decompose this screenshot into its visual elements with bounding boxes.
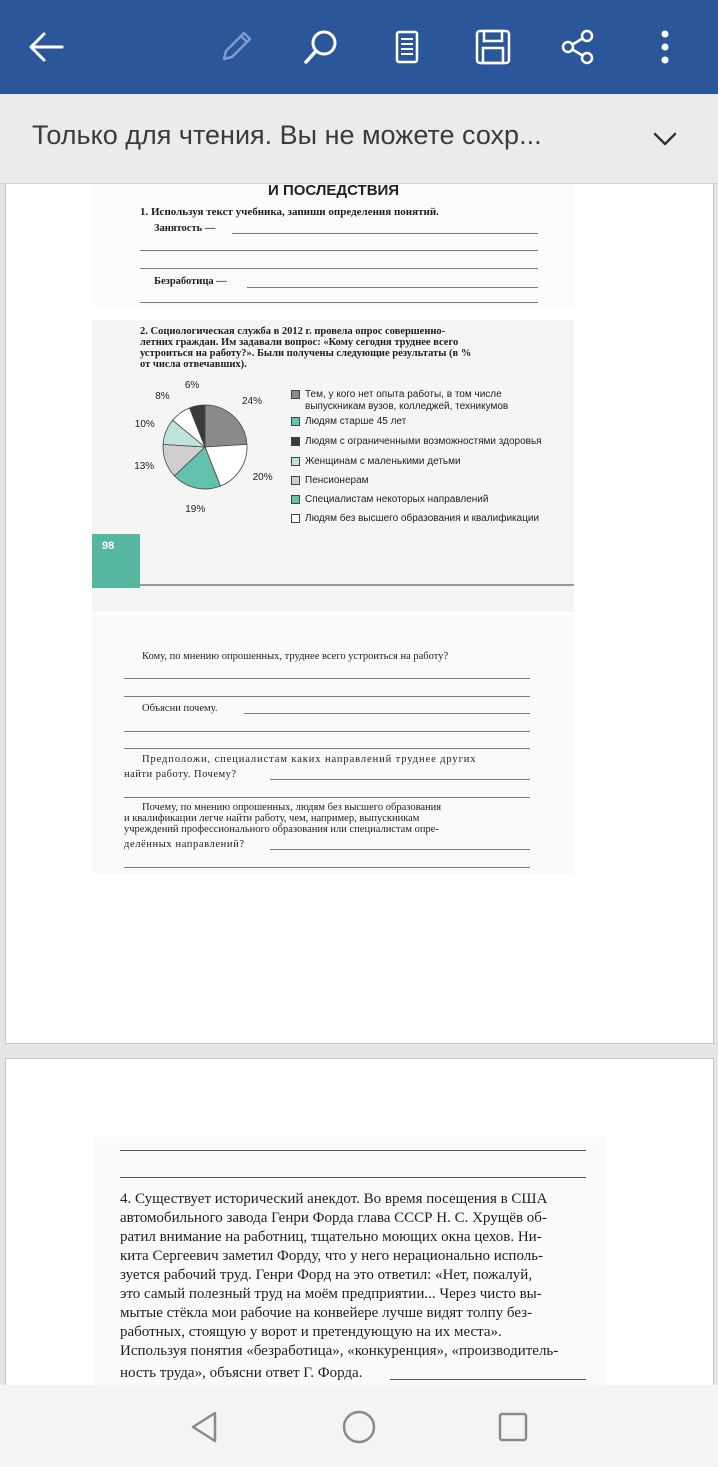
anecdote-line-7: мытые стёкла мои рабочие на конвейере лучше видят толпу без- <box>120 1305 533 1321</box>
anecdote-line-8: работных, стоящую у ворот и претендующую на их места». <box>120 1324 502 1340</box>
scan-fragment-anecdote <box>94 1137 606 1386</box>
pie-slice <box>205 405 247 447</box>
question-why-line-4: делённых направлений? <box>124 839 245 850</box>
pie-slice-label: 10% <box>134 419 155 431</box>
pie-chart <box>160 402 250 492</box>
arrow-left-icon <box>26 27 66 67</box>
pie-slice-label: 20% <box>252 471 273 483</box>
legend-swatch <box>291 457 300 466</box>
pie-slice-label: 19% <box>185 503 206 515</box>
answer-line <box>124 678 530 679</box>
question-2-line-3: устроиться на работу?». Были получены следующие результаты (в % <box>140 348 472 359</box>
legend-swatch <box>291 437 300 446</box>
anecdote-line-3: ратил внимание на работниц, тщательно моющих окна цехов. Ни- <box>120 1229 542 1245</box>
question-why-line-2: и квалификации легче найти работу, чем, например, выпускникам <box>124 813 420 824</box>
answer-line <box>120 1150 586 1151</box>
answer-line <box>270 779 530 780</box>
answer-line <box>120 1177 586 1178</box>
system-nav-bar <box>0 1385 718 1467</box>
back-button[interactable] <box>24 25 68 69</box>
save-icon <box>473 27 513 67</box>
legend-label: Тем, у кого нет опыта работы, в том числе выпускникам вузов, колледжей, техникумов <box>305 389 509 412</box>
anecdote-line-5: зуется рабочий труд. Генри Форд на это ответил: «Нет, пожалуй, <box>120 1267 533 1283</box>
pie-slice-label: 8% <box>155 391 170 403</box>
app-bar <box>0 0 718 94</box>
reading-view-button[interactable] <box>385 25 429 69</box>
legend-swatch <box>291 495 300 504</box>
pie-slice-label: 13% <box>134 461 155 473</box>
legend-label: Людям с ограниченными возможностями здоровья <box>305 436 542 447</box>
anecdote-line-1: 4. Существует исторический анекдот. Во время посещения в США <box>120 1191 548 1207</box>
question-2-line-4: от числа отвечавших). <box>140 359 247 370</box>
question-1: 1. Используя текст учебника, запиши определения понятий. <box>140 206 439 218</box>
scan-fragment-definitions <box>92 184 574 308</box>
read-only-banner[interactable] <box>0 94 718 184</box>
search-icon <box>301 27 341 67</box>
scan-fragment-questions <box>92 614 574 874</box>
pie-slice-label: 24% <box>241 395 262 407</box>
read-only-message: Только для чтения. Вы не можете сохр... <box>32 120 542 150</box>
question-assume-line-1: Предположи, специалистам каких направлений труднее других <box>142 754 477 765</box>
answer-line <box>124 696 530 697</box>
edit-button[interactable] <box>214 25 258 69</box>
term-employment: Занятость — <box>154 223 216 234</box>
page-number-badge <box>92 534 140 588</box>
more-options-button[interactable] <box>643 25 687 69</box>
answer-line <box>124 797 530 798</box>
question-assume-line-2: найти работу. Почему? <box>124 769 237 780</box>
anecdote-line-10: ность труда», объясни ответ Г. Форда. <box>120 1365 363 1381</box>
answer-line <box>390 1379 586 1380</box>
back-triangle-icon[interactable] <box>187 1409 223 1445</box>
reading-view-icon <box>387 27 427 67</box>
pie-slice-label: 6% <box>184 379 200 391</box>
answer-line <box>124 867 530 868</box>
legend-swatch <box>291 417 300 426</box>
answer-line <box>124 748 530 749</box>
question-who-hardest: Кому, по мнению опрошенных, труднее всего устроиться на работу? <box>142 651 449 662</box>
pencil-icon <box>216 27 256 67</box>
recents-square-icon[interactable] <box>495 1409 531 1445</box>
legend-label: Специалистам некоторых направлений <box>305 494 489 505</box>
footer-rule <box>140 584 574 586</box>
legend-swatch <box>291 390 300 399</box>
share-icon <box>558 27 598 67</box>
save-button[interactable] <box>471 25 515 69</box>
answer-line <box>244 713 530 714</box>
answer-line <box>140 302 538 303</box>
legend-label: Пенсионерам <box>305 475 369 486</box>
share-button[interactable] <box>556 25 600 69</box>
answer-line <box>232 233 538 234</box>
anecdote-line-4: кита Сергеевич заметил Форду, что у него нерационально исполь- <box>120 1248 544 1264</box>
anecdote-line-9: Используя понятия «безработица», «конкуренция», «производитель- <box>120 1343 559 1359</box>
legend-label: Людям старше 45 лет <box>305 416 407 427</box>
document-page-1[interactable] <box>5 184 714 1044</box>
answer-line <box>140 268 538 269</box>
answer-line <box>270 849 530 850</box>
question-why-line-3: учреждений профессионального образования или специалистам опре- <box>124 824 439 835</box>
question-2-line-1: 2. Социологическая служба в 2012 г. провела опрос совершенно- <box>140 326 446 337</box>
search-button[interactable] <box>299 25 343 69</box>
term-unemployment: Безработица — <box>154 276 227 287</box>
legend-swatch <box>291 514 300 523</box>
more-vertical-icon <box>645 27 685 67</box>
chevron-down-icon[interactable] <box>650 127 680 151</box>
question-2-line-2: летних граждан. Им задавали вопрос: «Кому сегодня труднее всего <box>140 337 459 348</box>
legend-label: Людям без высшего образования и квалификации <box>305 513 540 524</box>
scan-fragment-survey <box>92 320 574 612</box>
document-page-2[interactable] <box>5 1058 714 1385</box>
question-explain-why: Объясни почему. <box>142 703 218 714</box>
anecdote-line-6: это самый полезный труд на моём предприятии... Через чисто вы- <box>120 1286 542 1302</box>
answer-line <box>124 731 530 732</box>
answer-line <box>140 250 538 251</box>
legend-swatch <box>291 476 300 485</box>
answer-line <box>247 287 538 288</box>
page-number: 98 <box>102 540 115 552</box>
anecdote-line-2: автомобильного завода Генри Форда глава СССР Н. С. Хрущёв об- <box>120 1210 547 1226</box>
section-heading: И ПОСЛЕДСТВИЯ <box>268 184 400 199</box>
legend-label: Женщинам с маленькими детьми <box>305 456 461 467</box>
home-circle-icon[interactable] <box>341 1409 377 1445</box>
question-why-line-1: Почему, по мнению опрошенных, людям без высшего образования <box>142 802 442 813</box>
